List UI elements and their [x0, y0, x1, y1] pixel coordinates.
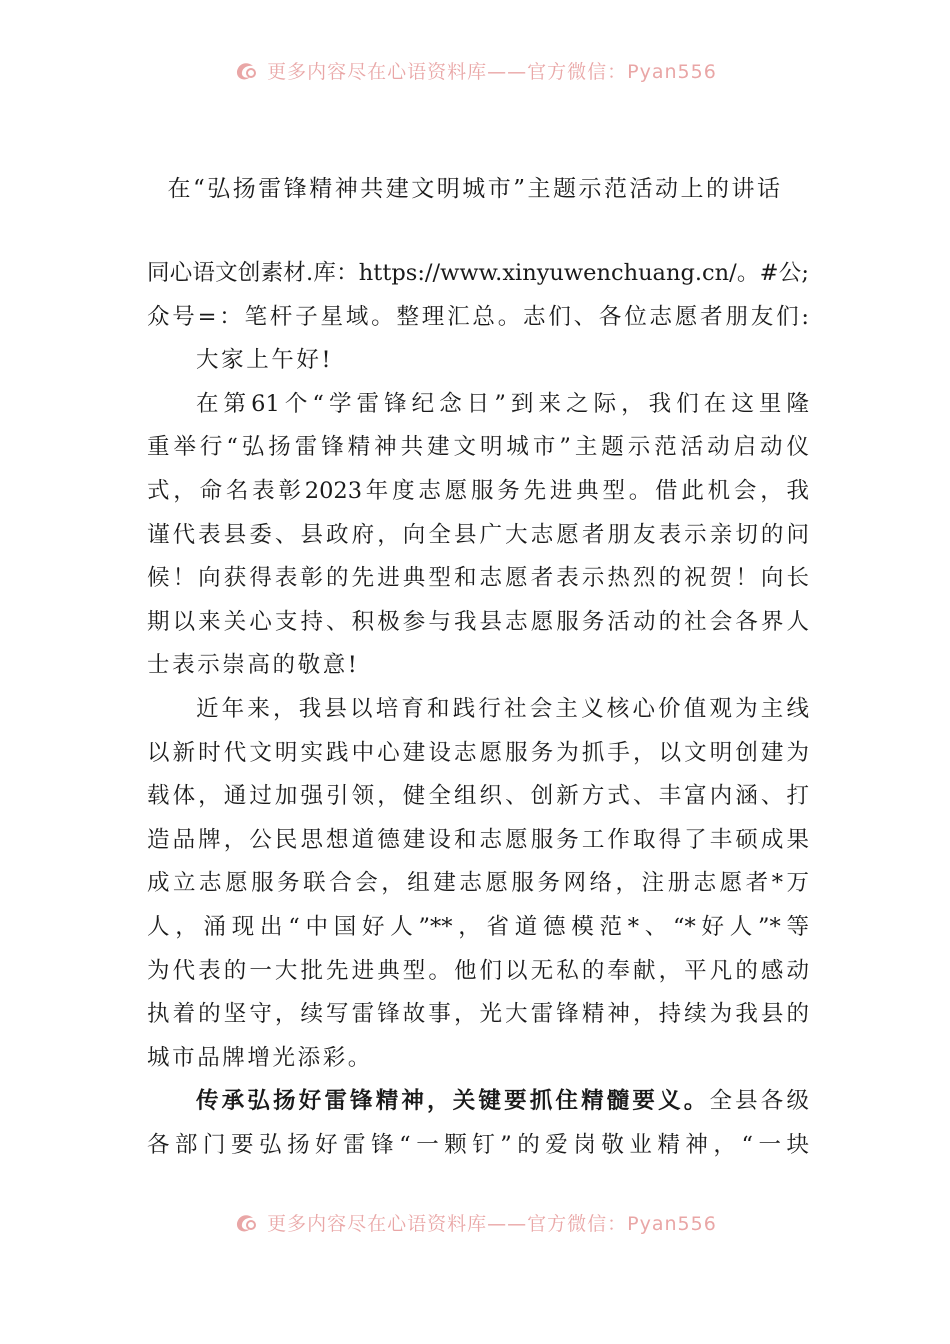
text-line: 各部门要弘扬好雷锋“一颗钉”的爱岗敬业精神，“一块 [147, 1131, 809, 1158]
watermark-bottom [0, 1202, 950, 1242]
bold-paragraph-rest: 全县各级 [709, 1088, 809, 1115]
text-line: 期以来关心支持、积极参与我县志愿服务活动的社会各界人 [147, 608, 809, 635]
text-line: 成立志愿服务联合会，组建志愿服务网络，注册志愿者*万 [147, 870, 809, 897]
text-line: 重举行“弘扬雷锋精神共建文明城市”主题示范活动启动仪 [147, 434, 809, 461]
text-line: 大家上午好! [196, 347, 334, 374]
text-line: 城市品牌增光添彩。 [147, 1044, 373, 1071]
watermark-logo-icon [233, 1209, 259, 1235]
text-line: 为代表的一大批先进典型。他们以无私的奉献，平凡的感动 [147, 957, 809, 984]
text-line: 执着的坚守，续写雷锋故事，光大雷锋精神，持续为我县的 [147, 1001, 809, 1028]
watermark-logo-icon [233, 57, 259, 83]
text-line: 谨代表县委、县政府，向全县广大志愿者朋友表示亲切的问 [147, 521, 809, 548]
text-line: 载体，通过加强引领，健全组织、创新方式、丰富内涵、打 [147, 783, 809, 810]
text-line: 造品牌，公民思想道德建设和志愿服务工作取得了丰硕成果 [147, 826, 809, 853]
text-line: 近年来，我县以培育和践行社会主义核心价值观为主线 [196, 695, 809, 722]
watermark-top [0, 50, 950, 90]
text-line: 式，命名表彰2023年度志愿服务先进典型。借此机会，我 [147, 477, 809, 504]
text-line: 以新时代文明实践中心建设志愿服务为抓手，以文明创建为 [147, 739, 809, 766]
text-line: 在第61个“学雷锋纪念日”到来之际，我们在这里隆 [196, 390, 809, 417]
text-line: 候！向获得表彰的先进典型和志愿者表示热烈的祝贺！向长 [147, 565, 809, 592]
watermark-text: 更多内容尽在心语资料库——官方微信：Pyan556 [267, 60, 717, 83]
text-line: 同心语文创素材.库：https://www.xinyuwenchuang.cn/。#公; [147, 260, 809, 286]
bold-lead: 传承弘扬好雷锋精神，关键要抓住精髓要义。 [196, 1088, 710, 1115]
text-line: 众号=：笔杆子星域。整理汇总。志们、各位志愿者朋友们: [147, 303, 809, 330]
document-title: 在“弘扬雷锋精神共建文明城市”主题示范活动上的讲话 [167, 176, 783, 202]
text-line: 士表示崇高的敬意! [147, 652, 360, 679]
text-line: 人，涌现出“中国好人”**，省道德模范*、“*好人”*等 [147, 913, 809, 940]
bold-paragraph-line [147, 1080, 809, 1124]
document-body [147, 252, 809, 1167]
watermark-text: 更多内容尽在心语资料库——官方微信：Pyan556 [267, 1212, 717, 1235]
